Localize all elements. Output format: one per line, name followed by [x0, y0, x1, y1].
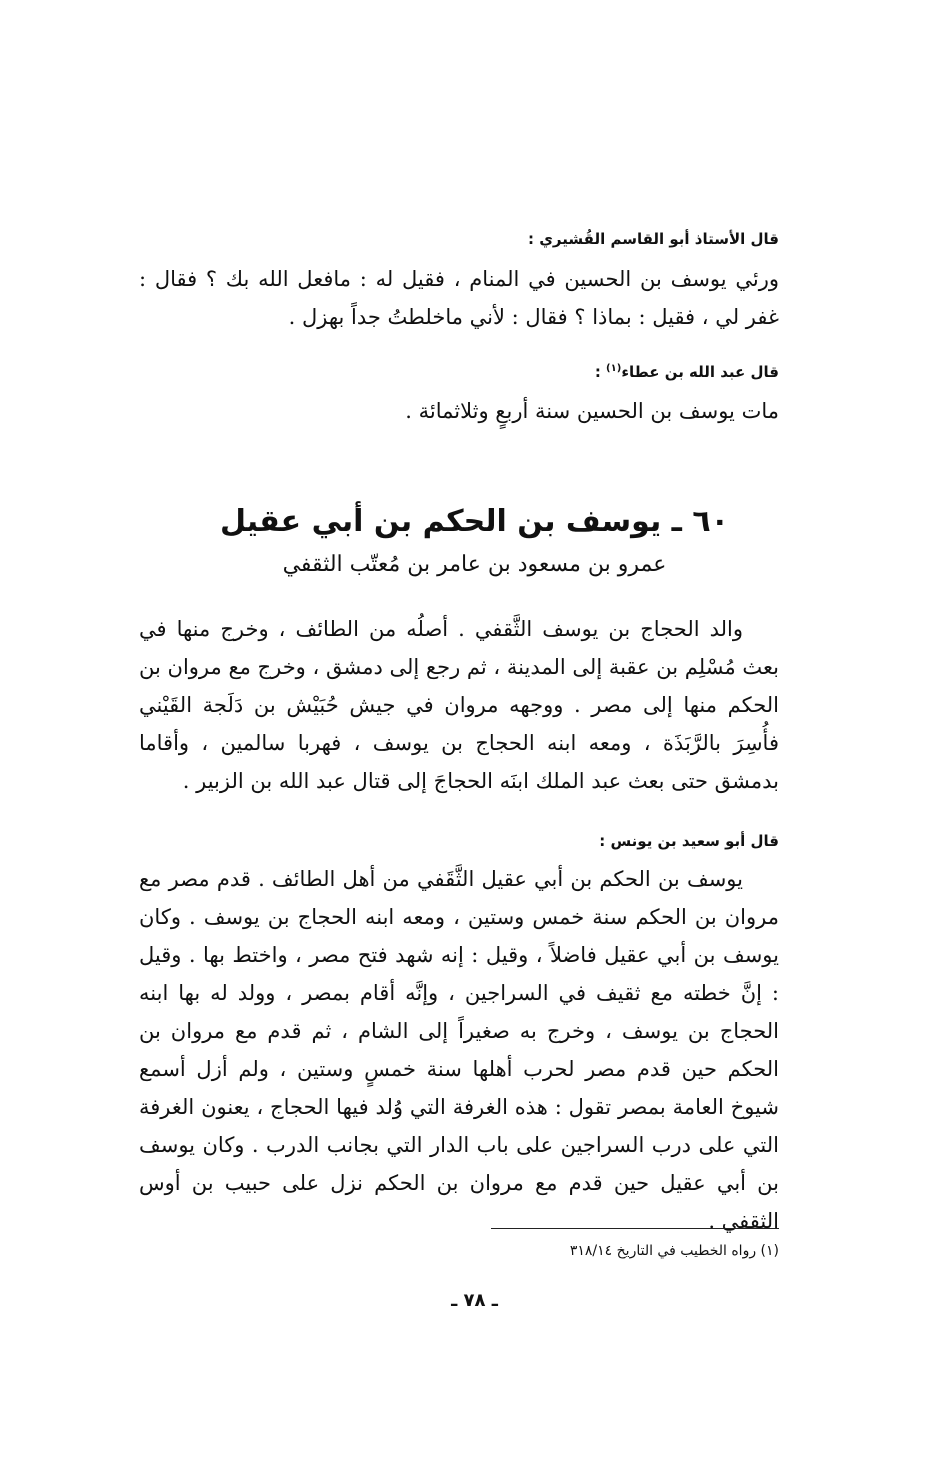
biography-paragraph: والد الحجاج بن يوسف الثَّقفي . أصلُه من الطائف ، وخرج منها في بعث مُسْلِم بن عقبة إلى المدينة ، ثم رجع إلى دمشق ، وخرج مع مروان بن الحكم منها إلى مصر . ووجهه مروان في جيش حُبَيْش بن دَلَجة القَيْني فأُسِرَ بالرَّبَذَة ، ومعه ابنه الحجاج بن يوسف ، فهربا سالمين ، وأقاما بدمشق حتى بعث عبد الملك ابنَه الحجاجَ إلى قتال عبد الله بن الزبير .	[139, 617, 779, 793]
entry-subtitle: عمرو بن مسعود بن عامر بن مُعتّب الثقفي	[282, 552, 667, 577]
page-number: ـ ٧٨ ـ	[451, 1290, 498, 1311]
entry-title: ٦٠ ـ يوسف بن الحكم بن أبي عقيل	[220, 504, 729, 539]
death-year-paragraph: مات يوسف بن الحسين سنة أربعٍ وثلاثمائة .	[405, 399, 779, 423]
dream-paragraph: ورئي يوسف بن الحسين في المنام ، فقيل له : مافعل الله بك ؟ فقال : غفر لي ، فقيل : بماذا ؟ فقال : لأني ماخلطتُ جداً بهزل .	[139, 267, 779, 329]
speaker-name: قال عبد الله بن عطاء	[621, 363, 779, 381]
speaker-colon: :	[594, 363, 607, 381]
speaker-qushayri: قال الأستاذ أبو القاسم القُشيري :	[527, 230, 779, 248]
speaker-abdallah-ibn-ata	[139, 358, 779, 383]
ibn-yunus-paragraph: يوسف بن الحكم بن أبي عقيل الثَّقَفي من أهل الطائف . قدم مصر مع مروان بن الحكم سنة خمس وستين ، ومعه ابنه الحجاج بن يوسف . وكان يوسف بن أبي عقيل فاضلاً ، وقيل : إنه شهد فتح مصر ، واختط بها . وقيل : إنَّ خطته مع ثقيف في السراجين ، وإنَّه أقام بمصر ، وولد له بها ابنه الحجاج بن يوسف ، وخرج به صغيراً إلى الشام ، ثم قدم مع مروان بن الحكم حين قدم مصر لحرب أهلها سنة خمسٍ وستين ، ولم أزل أسمع شيوخ العامة بمصر تقول : هذه الغرفة التي وُلد فيها الحجاج ، يعنون الغرفة التي على درب السراجين على باب الدار التي بجانب الدرب . وكان يوسف بن أبي عقيل حين قدم مع مروان بن الحكم نزل على حبيب بن أوس الثقفي .	[139, 867, 779, 1233]
footnote-divider	[491, 1228, 779, 1229]
footnote-text: (١) رواه الخطيب في التاريخ ٣١٨/١٤	[569, 1243, 779, 1259]
footnote-reference: (١)	[606, 363, 622, 374]
speaker-abu-said-ibn-yunus: قال أبو سعيد بن يونس :	[599, 832, 779, 850]
